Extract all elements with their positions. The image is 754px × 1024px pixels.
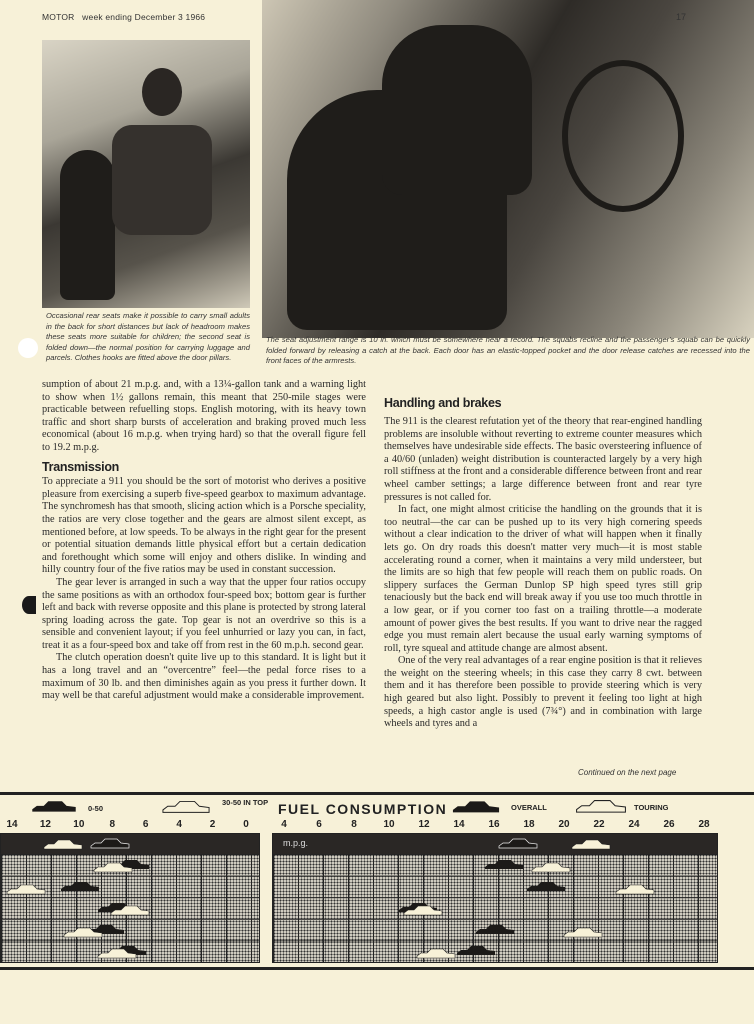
left-tick-label: 4: [176, 819, 182, 830]
steering-wheel: [562, 60, 684, 212]
right-black-car-mark: [484, 857, 524, 873]
right-tick-label: 6: [316, 819, 322, 830]
heading-handling: Handling and brakes: [384, 396, 502, 410]
paragraph: The 911 is the clearest refutation yet of the theory that rear-engined handling problems are insoluble without reverting to extreme counter measures which themselves have undesirable side effects. The basic oversteering influence of a 40/60 (unladen) weight distribution is counteracted largely by a very high roll stiffness at the front and a considerable difference between front and rear wheel camber settings; a large difference between front and rear tyre pressures is not called for.: [384, 416, 702, 503]
right-tick-label: 10: [383, 819, 395, 830]
right-black-car-mark: [498, 836, 538, 852]
right-white-car-mark: [615, 882, 655, 898]
legend-30-50-in-top: 30-50 IN TOP: [222, 798, 269, 807]
left-white-car-mark: [43, 837, 83, 853]
chart-title: FUEL CONSUMPTION: [278, 801, 448, 817]
right-black-car-mark: [475, 922, 515, 938]
right-black-car-mark: [526, 879, 566, 895]
right-chart-panel: [272, 833, 718, 963]
column-left: [42, 379, 366, 703]
right-tick-label: 12: [418, 819, 430, 830]
right-tick-label: 24: [628, 819, 640, 830]
binder-hole: [18, 338, 38, 358]
left-tick-label: 2: [209, 819, 216, 830]
paragraph: The gear lever is arranged in such a way that the upper four ratios occupy the same positions as with an orthodox four-speed box; bottom gear is further left and back with reverse opposite and this plane is protected by strong lateral spring loading across the gate. Top gear is not an overdrive so this is a sensible and convenient layout; if you feel unhurried or lazy you can, in fact, treat it as a four-speed box and take off from rest in the 60 m.p.h. second gear.: [42, 576, 366, 651]
right-black-car-mark: [456, 943, 496, 959]
right-tick-label: 20: [558, 819, 570, 830]
paragraph: To appreciate a 911 you should be the sort of motorist who derives a positive pleasure from exercising a superb five-speed gearbox to maximum advantage. The synchromesh has that smooth, slicing action which is a Porsche speciality, the ratios are very close together and the gears are almost silent except, as mentioned before, at low speeds. To be always in the right gear for the present or potential situation demands little physical effort but a certain dedication and forethought which some will enjoy and others dislike. In winding and hilly country four of the five ratios may be used in constant succession.: [42, 476, 366, 576]
right-white-car-mark: [571, 837, 611, 853]
column-right: [384, 416, 702, 731]
left-tick-label: 6: [142, 819, 149, 830]
left-tick-label: 12: [39, 819, 51, 830]
right-white-car-mark: [403, 903, 443, 919]
legend-overall: OVERALL: [511, 803, 547, 812]
left-black-car-mark: [90, 836, 130, 852]
right-tick-label: 28: [698, 819, 710, 830]
paragraph: One of the very real advantages of a rear engine position is that it relieves the weight on the steering wheels; in this case they carry 8 cwt. between them and it has therefore been possible to provide steering which is very high geared but also light. Possibly to prevent it feeling too light at high speeds, a high castor angle is used (7¾°) and in combination with large wheels and tyres and a: [384, 655, 702, 730]
left-white-car-mark: [97, 946, 137, 962]
right-tick-label: 4: [281, 819, 287, 830]
legend-black-car-icon: [450, 799, 502, 816]
left-tick-label: 14: [6, 819, 18, 830]
right-tick-label: 26: [663, 819, 675, 830]
legend-outline-car-icon: [160, 799, 212, 816]
header-band: [1, 834, 259, 854]
page-number: 17: [676, 12, 687, 22]
paragraph: The clutch operation doesn't quite live up to this standard. It is light but it has a long travel and an “overcentre” feel—the pedal force rises to a maximum of 30 lb. and then diminishes again as you press it further down. It may well be that careful adjustment would make a considerable improvement.: [42, 652, 366, 702]
left-tick-label: 0: [243, 819, 249, 830]
right-tick-label: 8: [351, 819, 357, 830]
continued-note: Continued on the next page: [578, 768, 677, 777]
right-tick-label: 14: [453, 819, 465, 830]
paragraph: sumption of about 21 m.p.g. and, with a 13¼-gallon tank and a warning light to show when 1½ gallons remain, this meant that 250-mile stages were practicable between refuelling stops. English motoring, with its heavy town traffic and short sharp bursts of acceleration and braking proved much less economical (about 16 m.p.g. when trying hard) so that the overall figure fell to 19.2 m.p.g.: [42, 379, 366, 453]
right-white-car-mark: [416, 946, 456, 962]
person-head: [142, 68, 182, 116]
left-tick-label: 10: [73, 819, 85, 830]
left-white-car-mark: [93, 860, 133, 876]
right-tick-label: 16: [488, 819, 500, 830]
caption-front-seats: The seat adjustment range is 10 in. which must be somewhere near a record. The squabs recline and the passenger's squab can be quickly folded forward by releasing a catch at the back. Each door has an elastic-topped pocket and the door release catches are recessed into the front faces of the armrests.: [266, 335, 750, 365]
unit-label: m.p.g.: [283, 838, 309, 848]
left-chart-panel: [0, 833, 260, 963]
right-tick-label: 18: [523, 819, 535, 830]
legend-black-car-icon: [30, 799, 78, 815]
caption-rear-seats: Occasional rear seats make it possible to carry small adults in the back for short distances but lack of headroom makes these seats more suitable for children; the second seat is folded down—the normal position for carrying luggage and parcels. Clothes hooks are fitted above the door pillars.: [46, 311, 250, 362]
left-white-car-mark: [110, 903, 150, 919]
legend-0-50: 0-50: [88, 804, 104, 813]
left-tick-label: 8: [109, 819, 116, 830]
left-white-car-mark: [63, 925, 103, 941]
legend-outline-car-icon: [573, 798, 629, 816]
binder-hole: [22, 596, 36, 614]
right-tick-label: 22: [593, 819, 605, 830]
right-white-car-mark: [531, 860, 571, 876]
rear-seat-photo: [42, 40, 250, 308]
fuel-consumption-chart: [0, 792, 754, 970]
driver-seat-shape: [382, 25, 532, 195]
front-seats-photo: [262, 0, 754, 338]
right-white-car-mark: [563, 925, 603, 941]
issue-date: week ending December 3 1966: [82, 12, 206, 22]
left-white-car-mark: [6, 882, 46, 898]
legend-touring: TOURING: [634, 803, 669, 812]
seat-shape: [60, 150, 115, 300]
left-black-car-mark: [60, 879, 100, 895]
running-header: [42, 12, 205, 22]
publication-name: MOTOR: [42, 12, 75, 22]
paragraph: In fact, one might almost criticise the handling on the grounds that it is too neutral—the car can be pushed up to its very high cornering speeds without a clear indication to the driver of what will happen when it finally lets go. On dry roads this doesn't matter very much—it is most stable accelerating round a corner, when it maintains a very mild understeer, but the limits are so high that few people will reach them on public roads. On slippery surfaces the German Dunlop SP high speed tyres still grip tenaciously but the back end will break away if you use too much throttle in a low gear, or if you corner too fast on a trailing throttle—a moderate amount of power gives the best results. If you want to drive near the ragged edge you must remain alert because the usual early warning symptoms of roll, tyre squeal and attitude change are almost absent.: [384, 504, 702, 654]
heading-transmission: Transmission: [42, 459, 119, 474]
header-band: [273, 834, 717, 854]
person-body: [112, 125, 212, 235]
